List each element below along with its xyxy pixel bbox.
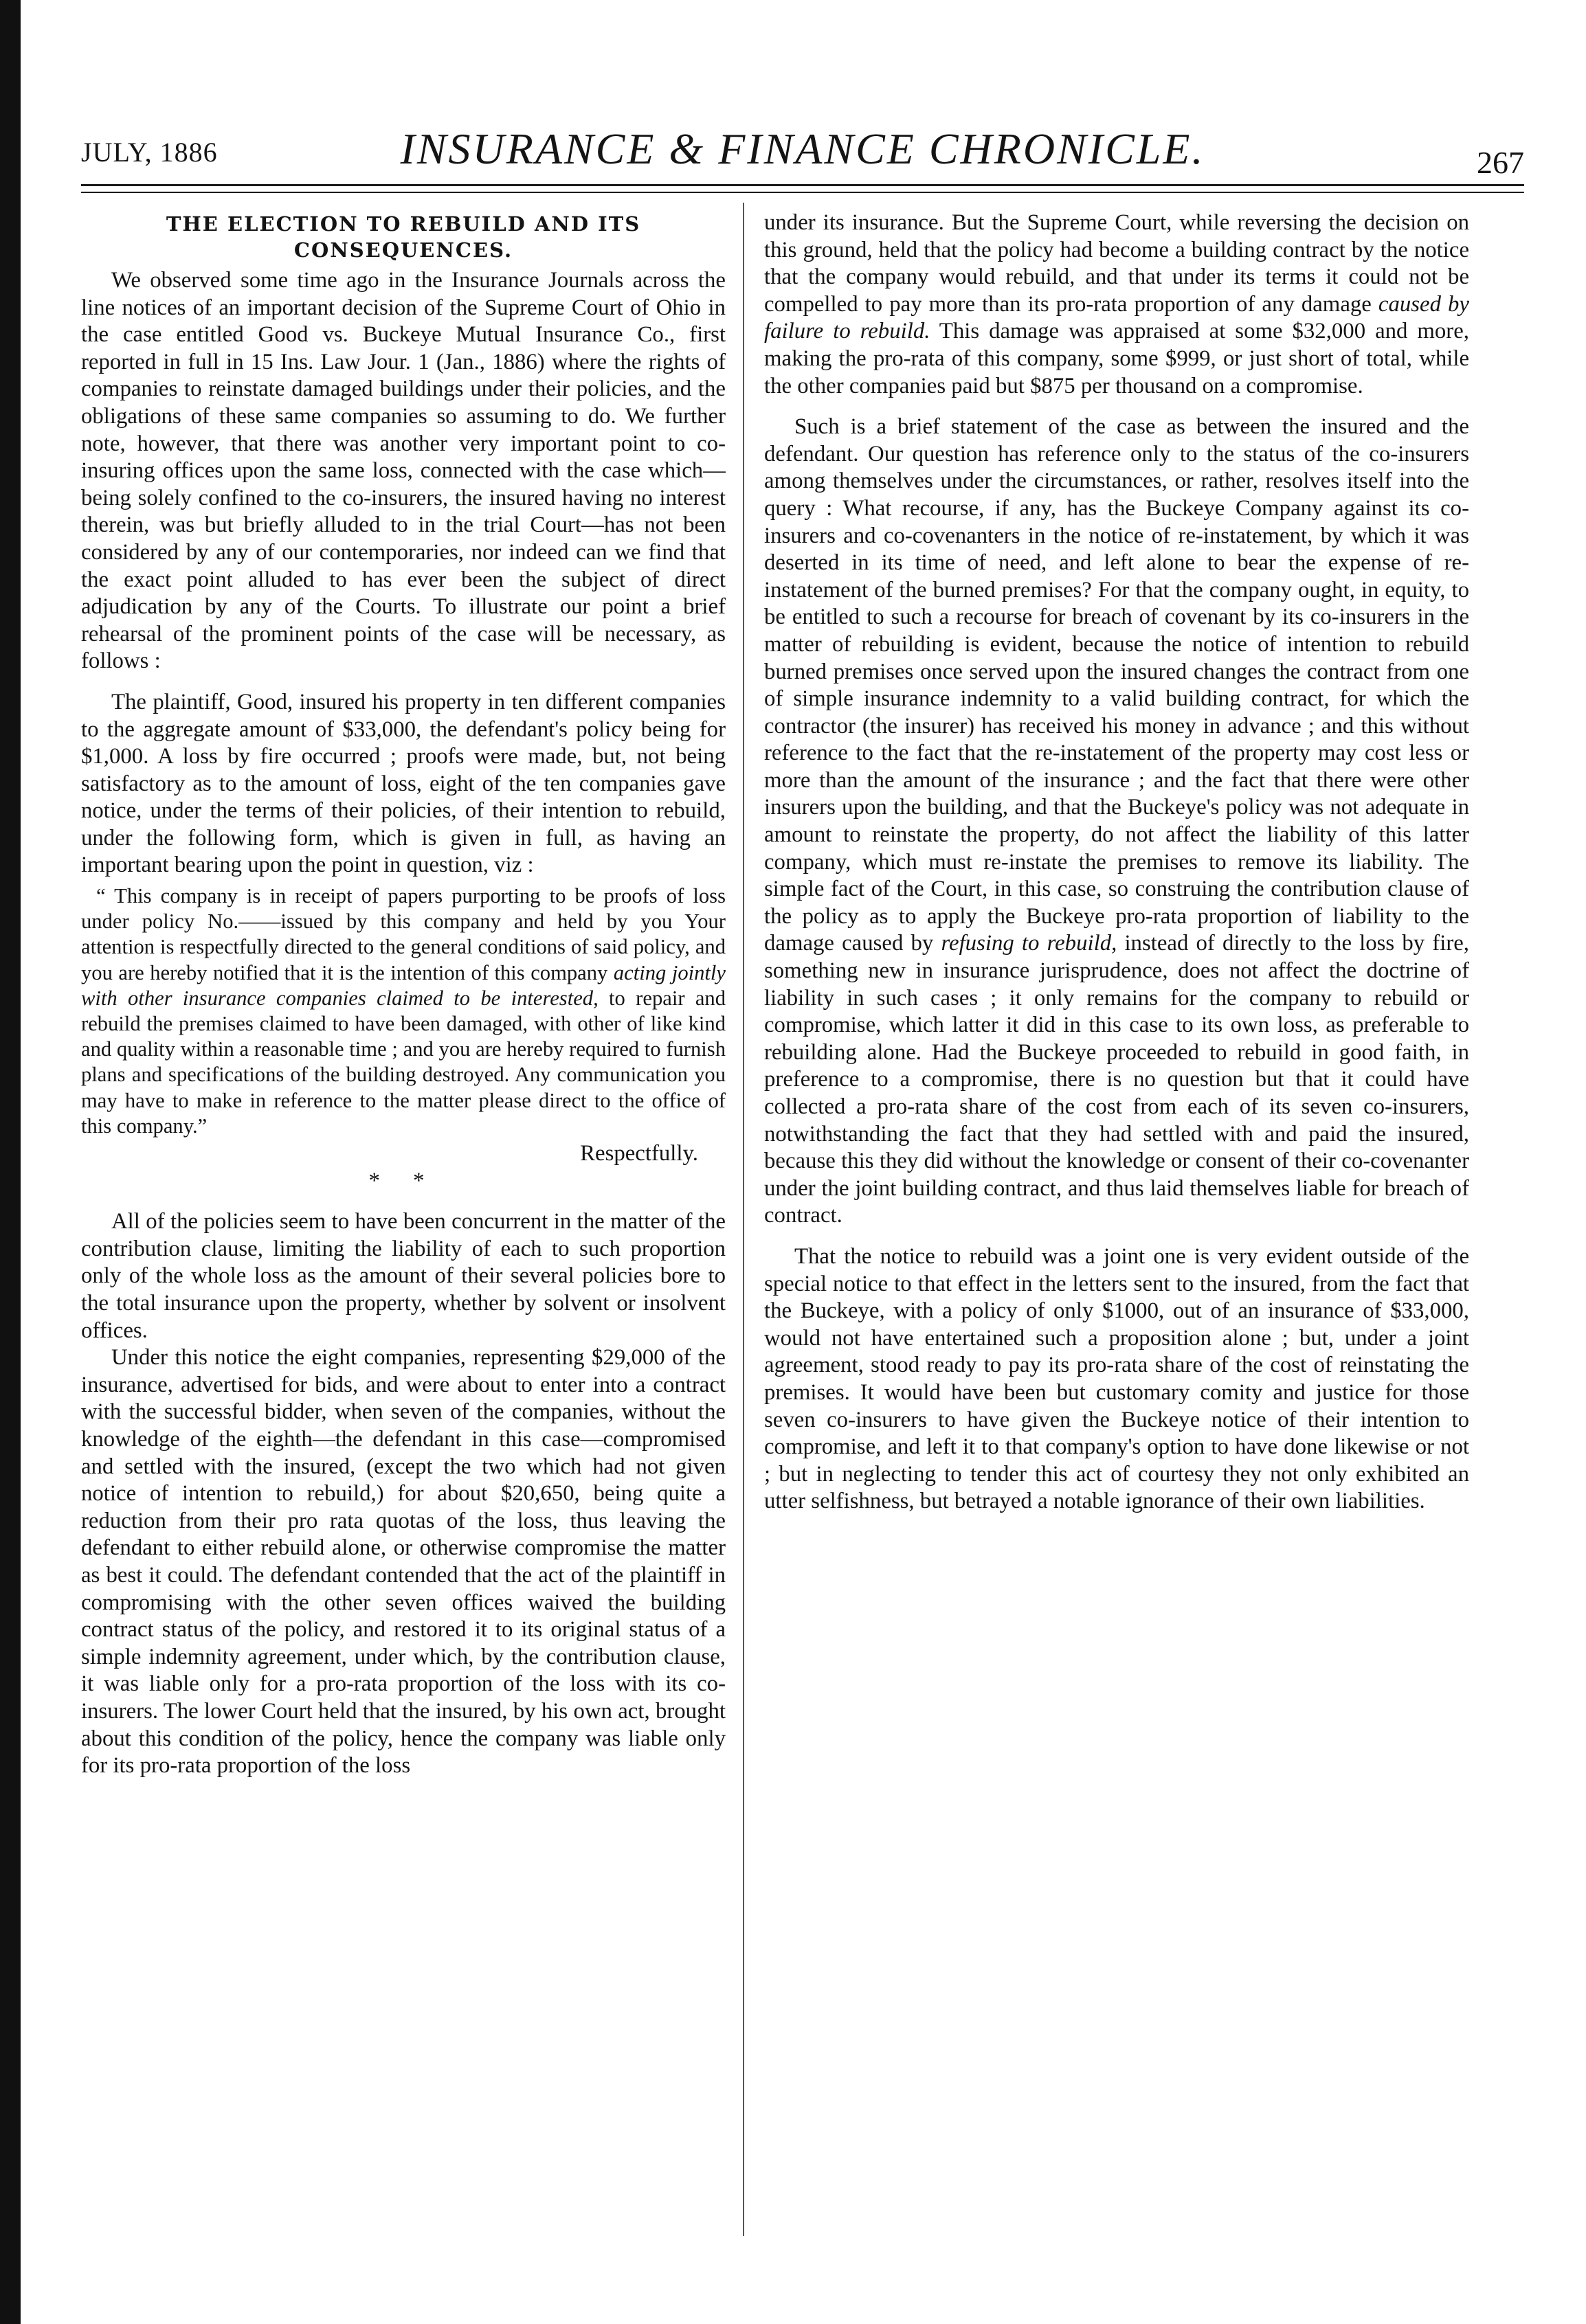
paragraph-notice: Under this notice the eight companies, representing $29,000 of the insurance, advertised for bids, and were about to enter into a contract with the successful bidder, when seven of the companies, without the knowledge of the eighth—the defendant in this case—compromised and settled with the insured, (except the two which had not given notice of intention to rebuild,) for about $20,650, being quite a reduction from their pro rata quotas of the loss, thus leaving the defendant to either rebuild alone, or otherwise compromise the matter as best it could. The defendant contended that the act of the plaintiff in compromising with the other seven offices waived the building contract status of the policy, and restored it to its original status of a simple indemnity agreement, under which, by the contribution clause, it was liable only for a pro-rata proportion of the loss with its co-insurers. The lower Court held that the insured, by his own act, brought about this condition of the policy, hence the company was liable only for its pro-rata proportion of the loss	[81, 1345, 726, 1779]
continued-text-a: under its insurance. But the Supreme Court, while reversing the decision on this ground, held that the policy had become a building contract by the notice that the company would rebuild, and that under its terms it could not be compelled to pay more than its pro-rata proportion of any damage	[764, 210, 1469, 317]
left-column	[81, 210, 726, 2298]
section-stars: * *	[368, 1168, 438, 1193]
header-rule	[81, 184, 1524, 193]
continued-emphasis: caused by failure to rebuild.	[764, 291, 1469, 344]
notice-quote	[81, 883, 726, 1139]
scan-edge	[0, 0, 21, 2324]
quote-text-a: “ This company is in receipt of papers purporting to be proofs of loss under policy No.——issued by this company and held by you Your attention is respectfully directed to the general conditions of said policy, and you are hereby notified that it is the intention of this company	[81, 884, 726, 984]
paragraph-joint-notice: That the notice to rebuild was a joint one is very evident outside of the special notice to that effect in the letters sent to the insured, from the fact that the Buckeye, with a policy of only $1000, out of an insurance of $33,000, would not have entertained such a proposition alone ; but, under a joint agreement, stood ready to pay its pro-rata share of the cost of reinstating the premises. It would have been but customary comity and justice for those seven co-insurers to have given the Buckeye notice of their intention to compromise, and left it to that company's option to have done likewise or not ; but in neglecting to tender this act of courtesy they not only exhibited an utter selfishness, but betrayed a notable ignorance of their own liabilities.	[764, 1243, 1469, 1514]
quote-text-b: to repair and rebuild the premises claimed to have been damaged, with other of like kind and quality within a reasonable time ; and you are hereby required to furnish plans and specifications of the building destroyed. Any communication you may have to make in reference to the matter please direct to the office of this company.”	[81, 986, 726, 1138]
right-column	[764, 210, 1469, 2298]
running-header	[81, 124, 1524, 190]
statement-emphasis: refusing to rebuild,	[941, 931, 1117, 956]
paragraph-intro: We observed some time ago in the Insurance Journals across the line notices of an important decision of the Supreme Court of Ohio in the case entitled Good vs. Buckeye Mutual Insurance Co., first reported in full in 15 Ins. Law Jour. 1 (Jan., 1886) where the rights of companies to reinstate damaged buildings under their policies, and the obligations of these same companies so assuming to do. We further note, however, that there was another very important point to co-insuring offices upon the same loss, connected with the case which—being solely confined to the co-insurers, the insured having no interest therein, was but briefly alluded to in the trial Court—has not been considered by any of our contemporaries, nor indeed can we find that the exact point alluded to has ever been the subject of direct adjudication by any of the Courts. To illustrate our point a brief rehearsal of the prominent points of the case will be necessary, as follows :	[81, 268, 726, 674]
statement-text-b: instead of directly to the loss by fire, something new in insurance jurisprudence, does not affect the doctrine of liability in such cases ; it only remains for the company to rebuild or compromise, which latter it did in this case to its own loss, as preferable to rebuilding alone. Had the Buckeye proceeded to rebuild in good faith, in preference to a compromise, there is no question but that it could have collected a pro-rata share of the cost from each of its seven co-insurers, notwithstanding the fact that they had settled with and paid the insured, because this they did without the knowledge or consent of their co-covenanter under the joint building contract, and thus laid themselves liable for breach of contract.	[764, 931, 1469, 1228]
issue-date: JULY, 1886	[81, 137, 218, 168]
article-headline: THE ELECTION TO REBUILD AND ITS CONSEQUENCES.	[166, 212, 641, 262]
paragraph-policies: All of the policies seem to have been concurrent in the matter of the contribution clause, limiting the liability of each to such proportion only of the whole loss as the amount of their several policies bore to the total insurance upon the property, whether by solvent or insolvent offices.	[81, 1209, 726, 1343]
publication-title: INSURANCE & FINANCE CHRONICLE.	[400, 124, 1205, 173]
statement-text-a: Such is a brief statement of the case as between the insured and the defendant. Our question has reference only to the status of the co-insurers among themselves under the circumstances, or rather, resolves itself into the query : What recourse, if any, has the Buckeye Company against its co-insurers and co-covenanters in the notice of re-instatement, by which it was deserted in its time of need, and left alone to bear the expense of re-instatement of the burned premises? For that the company ought, in equity, to be entitled to such a recourse for breach of covenant by its co-insurers in the matter of rebuilding is evident, because the notice of intention to rebuild burned premises once served upon the insured changes the contract from one of simple insurance indemnity to a valid building contract, for which the contractor (the insurer) has received his money in advance ; and this without reference to the fact that the re-instatement of the property may cost less or more than the amount of the insurance ; and the fact that there were other insurers upon the building, and that the Buckeye's policy was not adequate in amount to reinstate the property, do not affect the liability of this latter company, which must re-instate the premises to remove its liability. The simple fact of the Court, in this case, so construing the contribution clause of the policy as to apply the Buckeye pro-rata proportion of liability to the damage caused by	[764, 414, 1469, 956]
page-number: 267	[1477, 145, 1524, 180]
column-divider	[743, 203, 744, 2236]
continued-text-b: This damage was appraised at some $32,000 and more, making the pro-rata of this company, some $999, or just short of total, while the other companies paid but $875 per thousand on a compromise.	[764, 319, 1469, 398]
paragraph-statement	[764, 414, 1469, 1230]
quote-emphasis: acting jointly with other insurance companies claimed to be interested,	[81, 960, 726, 1010]
paragraph-plaintiff: The plaintiff, Good, insured his property in ten different companies to the aggregate amount of $33,000, the defendant's policy being for $1,000. A loss by fire occurred ; proofs were made, but, not being satisfactory as to the amount of loss, eight of the ten companies gave notice, under the terms of their policies, of their intention to rebuild, under the following form, which is given in full, as having an important bearing upon the point in question, viz :	[81, 689, 726, 878]
paragraph-continued	[764, 210, 1469, 400]
signoff: Respectfully.	[580, 1141, 698, 1166]
